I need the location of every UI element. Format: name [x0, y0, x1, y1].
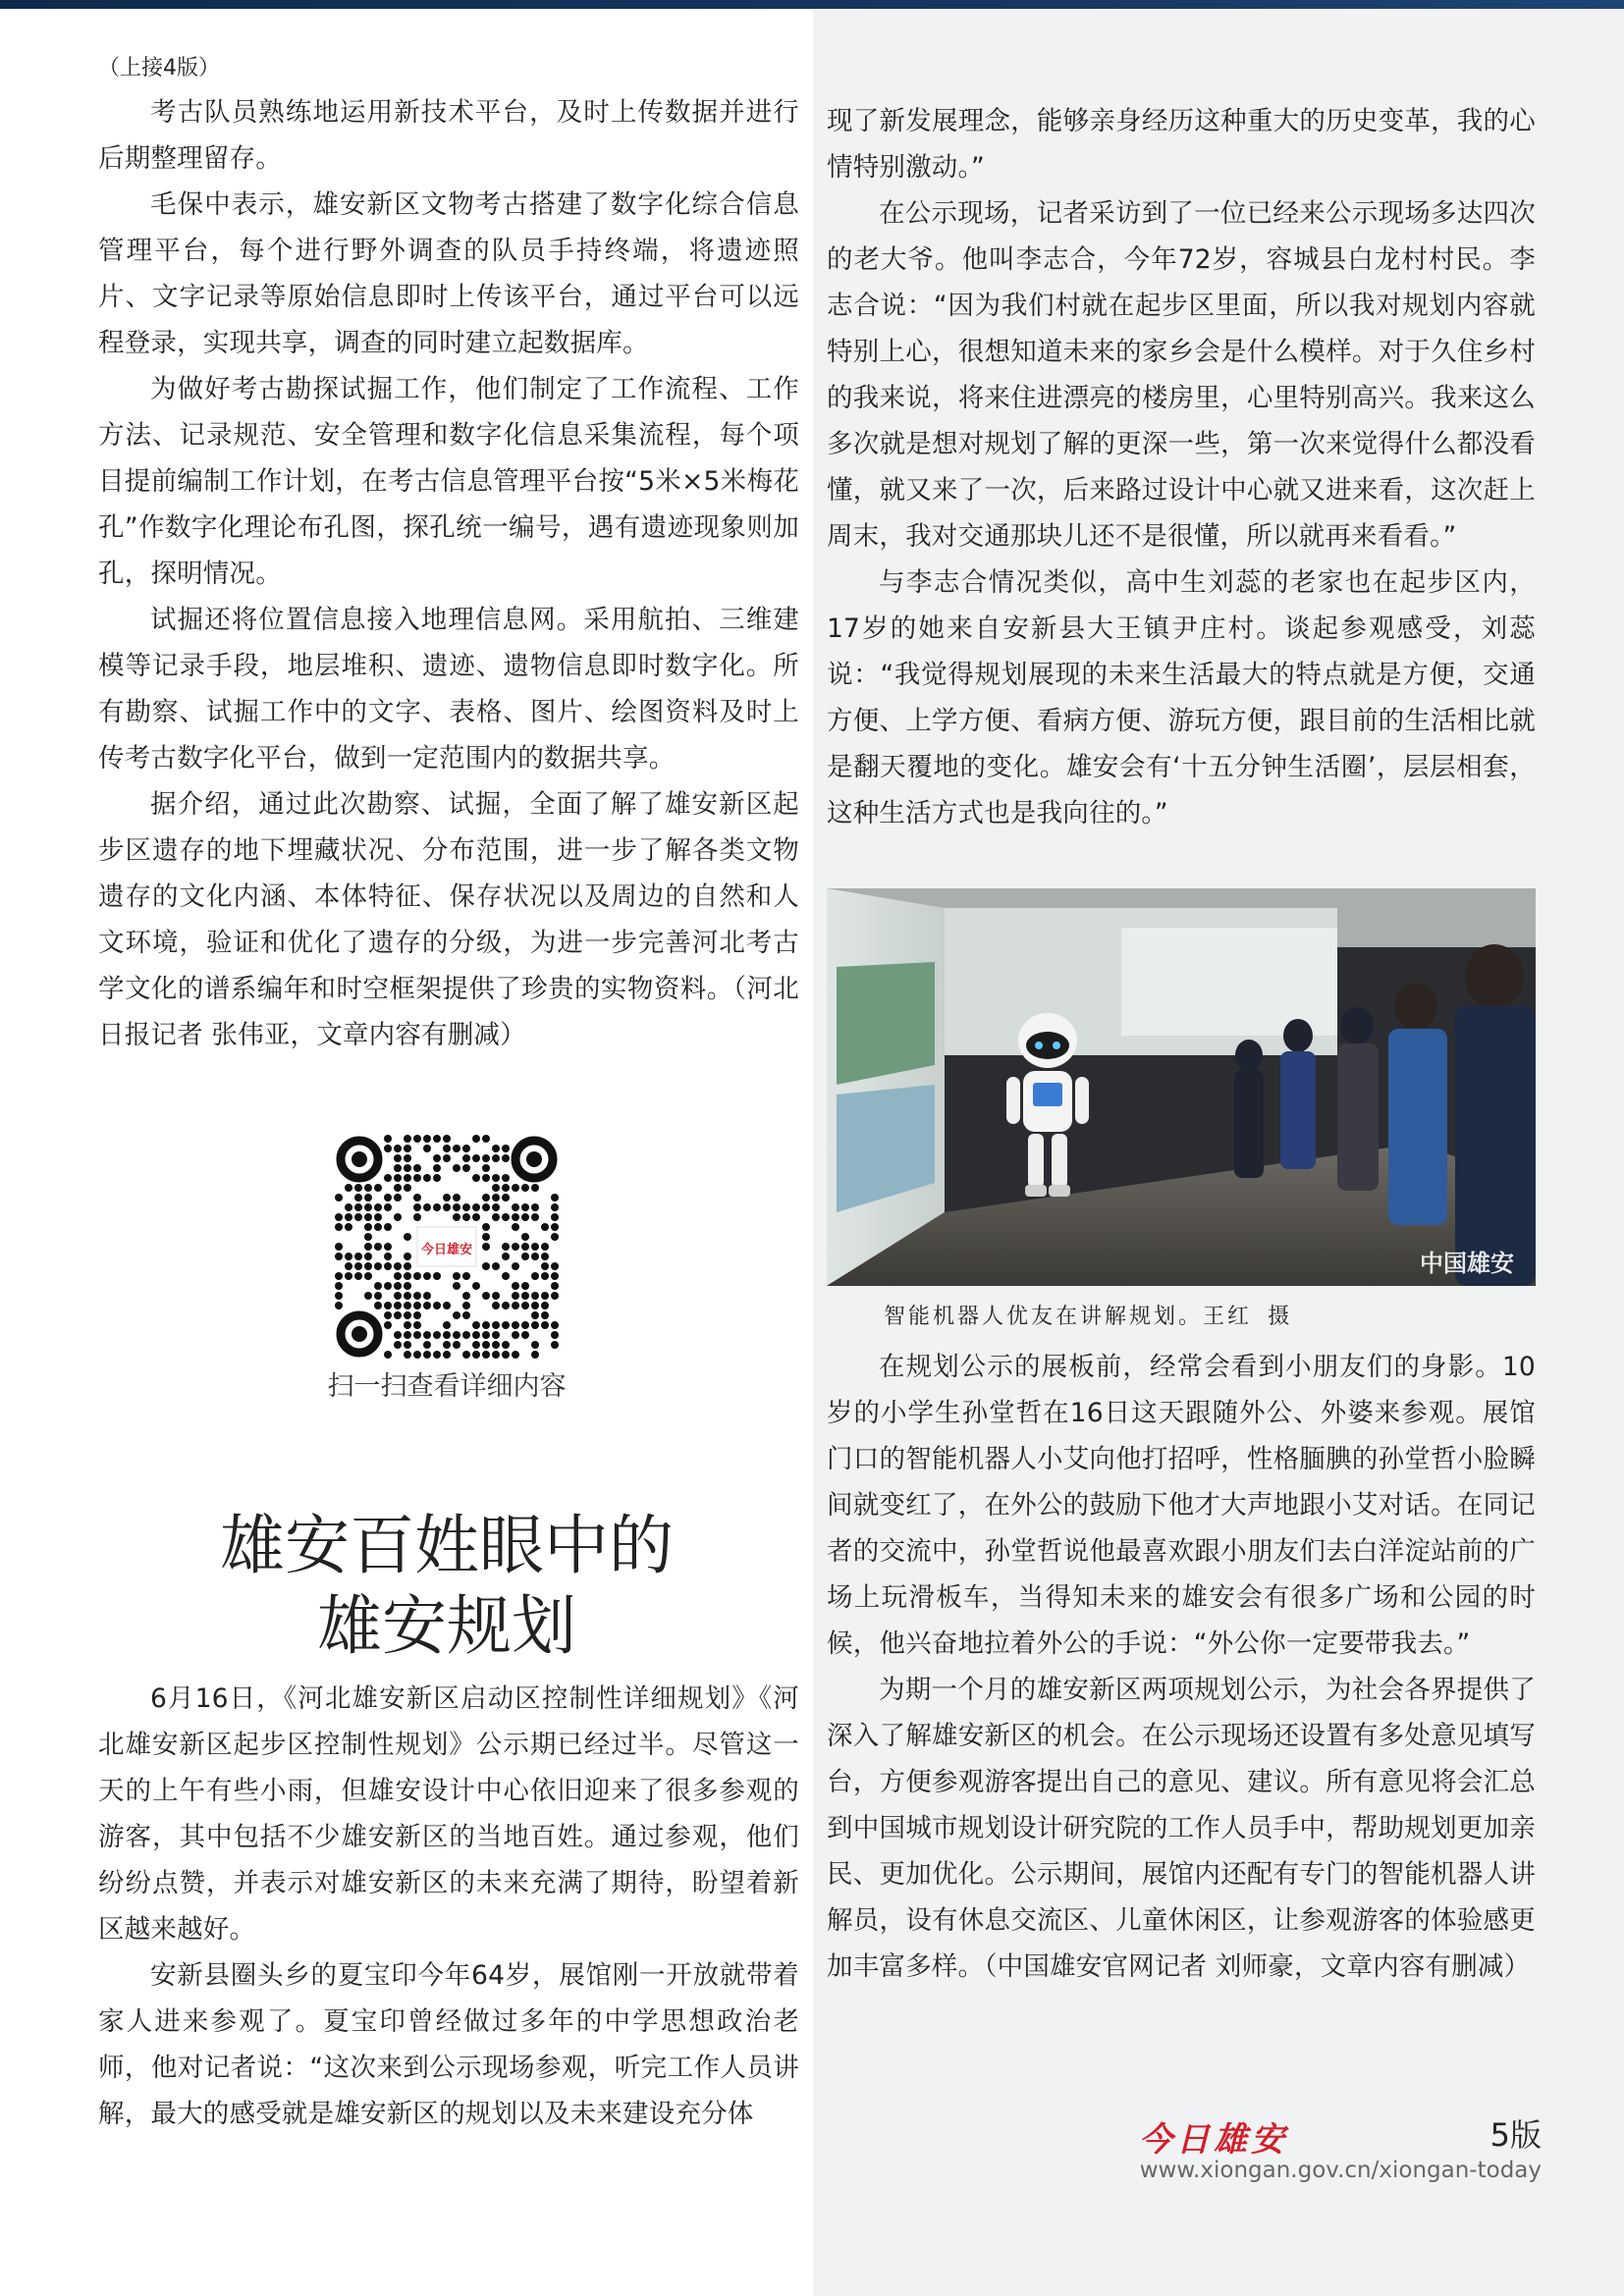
left-column-article	[98, 54, 799, 1058]
headline-line-2: 雄安规划	[317, 1588, 576, 1665]
footer-brand-logo: 今日雄安	[1139, 2120, 1288, 2160]
paragraph: 据介绍，通过此次勘察、试掘，全面了解了雄安新区起步区遗存的地下埋藏状况、分布范围，进一步了解各类文物遗存的文化内涵、本体特征、保存状况以及周边的自然和人文环境，验证和优化了遗存的分级，为进一步完善河北考古学文化的谱系编年和时空框架提供了珍贵的实物资料。（河北日报记者 张伟亚，文章内容有删减）	[98, 789, 799, 1050]
page-number: 5版	[1489, 2116, 1542, 2154]
paragraph: 6月16日，《河北雄安新区启动区控制性详细规划》《河北雄安新区起步区控制性规划》公示期已经过半。尽管这一天的上午有些小雨，但雄安设计中心依旧迎来了很多参观的游客，其中包括不少雄安新区的当地百姓。通过参观，他们纷纷点赞，并表示对雄安新区的未来充满了期待，盼望着新区越来越好。	[98, 1683, 799, 1945]
top-color-bar	[0, 0, 1624, 9]
paragraph: 在公示现场，记者采访到了一位已经来公示现场多达四次的老大爷。他叫李志合，今年72岁，容城县白龙村村民。李志合说：“因为我们村就在起步区里面，所以我对规划内容就特别上心，很想知道未来的家乡会是什么模样。对于久住乡村的我来说，将来住进漂亮的楼房里，心里特别高兴。我来这么多次就是想对规划了解的更深一些，第一次来觉得什么都没看懂，就又来了一次，后来路过设计中心就又进来看，这次赶上周末，我对交通那块儿还不是很懂，所以就再来看看。”	[827, 198, 1536, 552]
qr-caption: 扫一扫查看详细内容	[327, 1371, 567, 1402]
paragraph: 为做好考古勘探试掘工作，他们制定了工作流程、工作方法、记录规范、安全管理和数字化信息采集流程，每个项目提前编制工作计划，在考古信息管理平台按“5米×5米梅花孔”作数字化理论布孔图，探孔统一编号，遇有遗迹现象则加孔，探明情况。	[98, 374, 799, 589]
article-headline	[147, 1506, 746, 1667]
photo-caption: 智能机器人优友在讲解规划。王红 摄	[884, 1305, 1293, 1329]
article-right-text-top	[827, 98, 1536, 836]
paragraph: 毛保中表示，雄安新区文物考古搭建了数字化综合信息管理平台，每个进行野外调查的队员手持终端，将遗迹照片、文字记录等原始信息即时上传该平台，通过平台可以远程登录，实现共享，调查的同时建立起数据库。	[98, 189, 799, 358]
article-right-text-bottom	[827, 1344, 1536, 1990]
paragraph: 现了新发展理念，能够亲身经历这种重大的历史变革，我的心情特别激动。”	[827, 106, 1536, 183]
qr-logo-text: 今日雄安	[420, 1243, 473, 1257]
photo-watermark: 中国雄安	[1420, 1249, 1514, 1277]
paragraph: 考古队员熟练地运用新技术平台，及时上传数据并进行后期整理留存。	[98, 97, 799, 174]
qr-code[interactable]	[334, 1134, 560, 1360]
continued-note: （上接4版）	[98, 56, 220, 80]
headline-line-1: 雄安百姓眼中的	[220, 1508, 674, 1584]
paragraph: 试掘还将位置信息接入地理信息网。采用航拍、三维建模等记录手段，地层堆积、遗迹、遗物信息即时数字化。所有勘察、试掘工作中的文字、表格、图片、绘图资料及时上传考古数字化平台，做到一定范围内的数据共享。	[98, 605, 799, 774]
paragraph: 为期一个月的雄安新区两项规划公示，为社会各界提供了深入了解雄安新区的机会。在公示现场还设置有多处意见填写台，方便参观游客提出自己的意见、建议。所有意见将会汇总到中国城市规划设计研究院的工作人员手中，帮助规划更加亲民、更加优化。公示期间，展馆内还配有专门的智能机器人讲解员，设有休息交流区、儿童休闲区，让参观游客的体验感更加丰富多样。（中国雄安官网记者 刘师豪，文章内容有删减）	[827, 1675, 1536, 1982]
article-left-text	[98, 1676, 799, 2137]
paragraph: 在规划公示的展板前，经常会看到小朋友们的身影。10岁的小学生孙堂哲在16日这天跟随外公、外婆来参观。展馆门口的智能机器人小艾向他打招呼，性格腼腆的孙堂哲小脸瞬间就变红了，在外公的鼓励下他才大声地跟小艾对话。在同记者的交流中，孙堂哲说他最喜欢跟小朋友们去白洋淀站前的广场上玩滑板车，当得知未来的雄安会有很多广场和公园的时候，他兴奋地拉着外公的手说：“外公你一定要带我去。”	[827, 1352, 1536, 1659]
paragraph: 与李志合情况类似，高中生刘蕊的老家也在起步区内，17岁的她来自安新县大王镇尹庄村。谈起参观感受，刘蕊说：“我觉得规划展现的未来生活最大的特点就是方便，交通方便、上学方便、看病方便、游玩方便，跟目前的生活相比就是翻天覆地的变化。雄安会有‘十五分钟生活圈’，层层相套，这种生活方式也是我向往的。”	[827, 567, 1536, 828]
footer-url[interactable]: www.xiongan.gov.cn/xiongan-today	[1139, 2158, 1542, 2183]
article-photo	[827, 888, 1536, 1286]
paragraph: 安新县圈头乡的夏宝印今年64岁，展馆刚一开放就带着家人进来参观了。夏宝印曾经做过多年的中学思想政治老师，他对记者说：“这次来到公示现场参观，听完工作人员讲解，最大的感受就是雄安新区的规划以及未来建设充分体	[98, 1960, 799, 2129]
